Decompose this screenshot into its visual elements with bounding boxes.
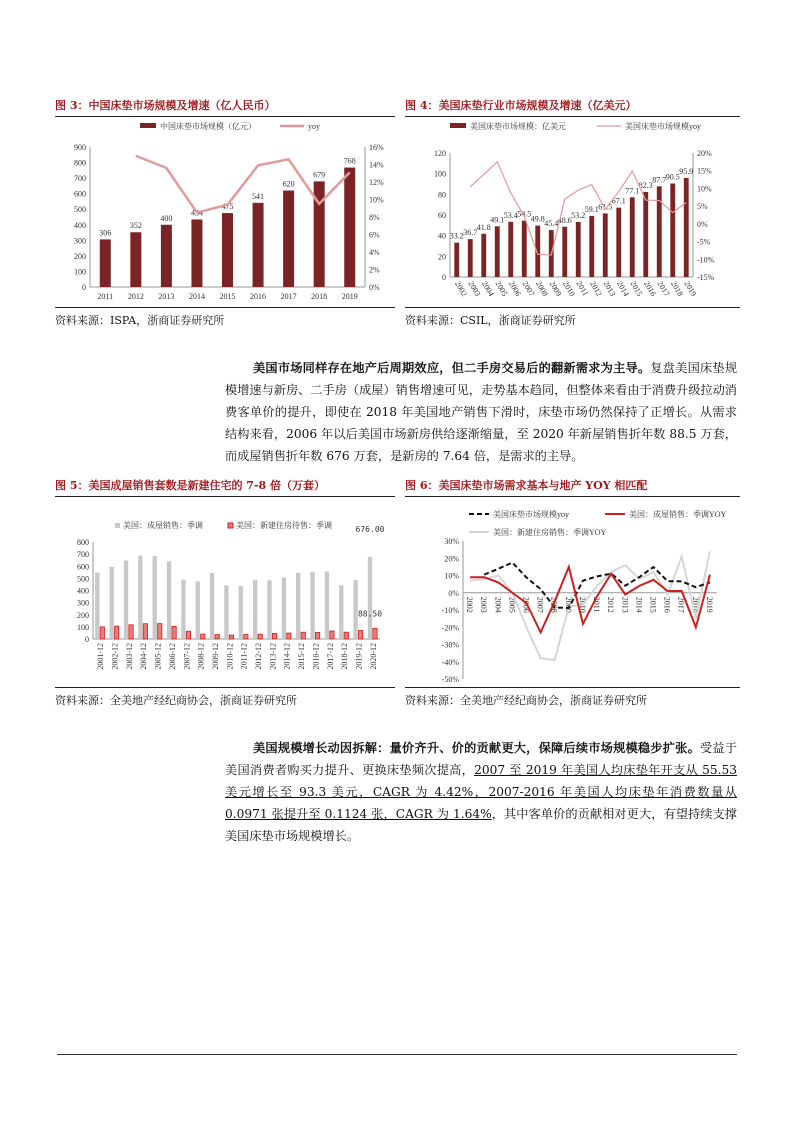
figure-3 [55,97,395,328]
y-tick-label: 120 [434,149,446,158]
data-label: 88.50 [357,609,383,619]
y-tick-label: 700 [74,174,86,184]
data-label: 306 [99,228,112,238]
legend-bar-swatch [450,123,466,128]
x-tick-label: 2013 [158,292,175,301]
x-tick-label: 2018 [669,279,685,298]
x-tick-label: 2003-12 [124,643,134,670]
data-label: 541 [252,191,265,201]
y-tick-label: -10% [441,606,459,615]
x-tick-label: 2002 [465,596,475,613]
legend-label: 美国床垫市场规模yoy [493,510,569,519]
y2-tick-label: -5% [697,237,711,247]
x-tick-label: 2011 [97,292,114,301]
legend-label: 美国床垫市场规模yoy [625,122,701,131]
bar-new [100,627,104,639]
paragraph-2 [225,737,737,847]
x-tick-label: 2015 [628,279,645,298]
x-tick-label: 2015-12 [297,643,307,670]
y2-tick-label: 12% [369,178,384,187]
legend-label: 美国床垫市场规模：亿美元 [470,122,566,131]
legend-swatch [228,523,233,528]
data-label: 36.7 [463,228,478,238]
bar [481,234,486,277]
figure-4 [405,97,740,328]
bar-new [315,632,319,639]
y-tick-label: 0 [85,635,89,644]
x-tick-label: 2014-12 [282,643,292,670]
bar-existing [267,580,271,639]
bar-existing [310,572,314,639]
chart-yoy-compare [405,497,740,687]
legend-label: 美国：新建住房销售：季调YOY [493,528,607,537]
bar [508,222,513,277]
bar [562,227,567,277]
y2-tick-label: 10% [369,195,384,205]
y2-tick-label: 6% [369,230,380,240]
x-tick-label: 2012 [588,279,604,298]
y-tick-label: 900 [74,143,86,152]
y2-tick-label: -15% [697,273,715,282]
y-tick-label: 700 [77,550,89,560]
x-tick-label: 2011 [574,279,591,298]
bar-existing [110,567,114,639]
x-tick-label: 2006 [507,279,523,298]
data-label: 48.6 [557,215,572,225]
y-tick-label: 400 [77,586,89,596]
data-label: 679 [313,170,326,180]
x-tick-label: 2017 [676,596,686,613]
x-tick-label: 2015 [219,292,236,301]
bar-existing [153,556,157,639]
bar-new [143,624,147,639]
x-tick-label: 2005 [507,596,517,613]
x-tick-label: 2003 [479,596,489,613]
y-tick-label: 0% [448,588,459,598]
y-tick-label: 10% [444,571,459,581]
para-bold: 美国市场同样存在地产后周期效应，但二手房交易后的翻新需求为主导。 [253,361,651,375]
x-tick-label: 2016 [642,279,658,298]
y-tick-label: 200 [77,610,89,620]
bar-new [229,635,233,639]
x-tick-label: 2007 [520,279,537,298]
y-tick-label: 600 [77,562,89,572]
x-tick-label: 2011-12 [239,643,249,670]
bar-existing [167,561,171,639]
data-label: 620 [282,179,295,189]
bar-existing [124,560,128,639]
data-label: 87.7 [652,175,667,185]
data-label: 82.3 [638,180,653,190]
bar [191,219,202,287]
x-tick-label: 2020-12 [368,643,378,670]
y2-tick-label: 0% [697,219,708,229]
bar [344,168,355,287]
x-tick-label: 2019 [704,596,714,613]
y-tick-label: 30% [444,537,459,546]
bar [161,225,172,287]
data-label: 95.9 [679,166,694,176]
data-label: 54.5 [517,209,532,219]
x-tick-label: 2004 [480,279,496,298]
x-tick-label: 2009 [547,279,564,298]
data-label: 53.4 [503,210,518,220]
x-tick-label: 2010 [577,596,587,613]
bar-new [258,634,262,639]
bar-existing [339,585,343,639]
figure-source: 资料来源：CSIL，浙商证券研究所 [405,307,740,328]
x-tick-label: 2018-12 [340,643,350,670]
bar-new [330,631,334,639]
y-tick-label: 60 [438,211,446,220]
bar [616,208,621,277]
data-label: 768 [343,156,356,166]
data-label: 676.00 [355,525,385,534]
bar-existing [325,571,329,639]
figure-5 [55,477,395,708]
legend-label: 美国：成屋销售：季调YOY [629,510,727,519]
y-tick-label: 600 [74,189,86,199]
x-tick-label: 2002-12 [110,643,120,670]
y-tick-label: 800 [77,538,89,547]
bar [454,243,459,277]
bar-new [172,626,176,639]
bar-new [201,634,205,639]
data-label: 77.1 [625,186,640,196]
figure-6 [405,477,740,708]
x-tick-label: 2017 [280,292,297,301]
bar-new [129,625,133,639]
data-label: 33.2 [449,231,464,241]
bar [495,226,500,277]
x-tick-label: 2019 [682,279,699,298]
data-label: 434 [190,208,203,218]
x-tick-label: 2012 [127,292,144,301]
x-tick-label: 2006-12 [167,643,177,670]
figure-source: 资料来源：全美地产经纪商协会，浙商证券研究所 [55,687,395,708]
x-tick-label: 2014 [634,596,644,613]
y2-tick-label: 15% [697,166,712,176]
y-tick-label: 500 [77,574,89,584]
data-label: 45.4 [544,219,559,229]
x-tick-label: 2011 [592,596,602,613]
bar-existing [138,556,142,639]
x-tick-label: 2012 [606,596,616,613]
para-text: ，其中客单价的贡献相对更大，有望持续支撑美国床垫市场规模增长。 [225,807,737,843]
bar-new [115,626,119,639]
x-tick-label: 2004-12 [139,643,149,670]
data-label: 41.8 [476,222,491,232]
x-tick-label: 2018 [690,596,700,613]
bar-existing [196,582,200,639]
bar-new [373,628,377,639]
y2-tick-label: 0% [369,283,380,292]
y2-tick-label: 10% [697,184,712,194]
paragraph-1 [225,357,737,467]
y-tick-label: 0 [442,273,446,282]
bar-new [272,633,276,639]
x-tick-label: 2001-12 [96,643,106,670]
series-line [470,551,710,660]
x-tick-label: 2005 [493,279,510,298]
bar [684,178,689,277]
x-tick-label: 2008 [534,279,550,298]
data-label: 61.5 [598,202,613,212]
y-tick-label: 80 [438,190,446,200]
y2-tick-label: 20% [697,149,712,158]
bar [576,222,581,277]
bar-existing [210,573,214,639]
bar [630,197,635,277]
y-tick-label: 20 [438,252,446,262]
x-tick-label: 2018 [311,292,328,301]
para-underlined: 2007 至 2019 年美国人均床垫年开支从 55.53 美元增长至 93.3 美元，CAGR 为 4.42%，2007-2016 年美国人均床垫年消费数量从 0.0971 张提升至 0.1124 张，CAGR 为 1.64% [225,763,738,821]
x-tick-label: 2015 [648,596,658,613]
data-label: 90.5 [665,172,680,182]
x-tick-label: 2005-12 [153,643,163,670]
legend-label: 美国：成屋销售：季调 [123,521,203,530]
y2-tick-label: 14% [369,160,384,170]
legend-label: 美国：新建住房待售：季调 [236,521,332,530]
para-bold: 美国规模增长动因拆解：量价齐升、价的贡献更大，保障后续市场规模稳步扩张。 [253,741,700,755]
bar-existing [181,580,185,639]
x-tick-label: 2013 [620,596,630,613]
data-label: 53.2 [571,211,586,221]
y2-tick-label: 4% [369,248,380,257]
y-tick-label: -50% [441,675,459,684]
y-tick-label: 500 [74,205,86,215]
bar-new [244,635,248,639]
x-tick-label: 2008 [549,596,559,613]
x-tick-label: 2013 [601,279,618,298]
y2-tick-label: 2% [369,265,380,275]
bar-existing [224,585,228,639]
x-tick-label: 2014 [188,292,205,301]
legend-swatch [115,523,120,528]
y-tick-label: 0 [82,283,86,292]
y2-tick-label: -10% [697,255,715,265]
x-tick-label: 2017 [655,279,672,298]
y-tick-label: 100 [434,169,446,179]
x-tick-label: 2006 [521,596,531,613]
bar [253,203,264,287]
x-tick-label: 2019-12 [354,643,364,670]
x-tick-label: 2007 [535,596,545,613]
bar-existing [95,573,99,639]
figure-title: 图 6：美国床垫市场需求基本与地产 YOY 相匹配 [405,477,740,497]
chart-china-mattress [55,117,395,307]
x-tick-label: 2009 [563,596,573,613]
bar-existing [368,557,372,639]
x-tick-label: 2008-12 [196,643,206,670]
x-tick-label: 2012-12 [254,643,264,670]
y2-tick-label: 16% [369,143,384,152]
y2-tick-label: 5% [697,202,708,212]
bar-new [344,632,348,639]
data-label: 67.1 [611,196,626,206]
x-tick-label: 2013-12 [268,643,278,670]
x-tick-label: 2014 [615,279,631,298]
chart-us-mattress [405,117,740,307]
x-tick-label: 2017-12 [325,643,335,670]
x-tick-label: 2016-12 [311,643,321,670]
bar [283,191,294,287]
y-tick-label: 100 [77,622,89,632]
x-tick-label: 2016 [662,596,672,613]
data-label: 59.1 [584,204,599,214]
figure-source: 资料来源：ISPA，浙商证券研究所 [55,307,395,328]
bar [643,192,648,277]
bar-existing [296,573,300,639]
legend-label: 中国床垫市场规模（亿元） [160,122,256,131]
bar [468,239,473,277]
bar-new [358,631,362,639]
y-tick-label: 40 [438,231,446,241]
bar [603,213,608,277]
data-label: 475 [221,202,234,212]
legend-label: yoy [308,122,320,131]
x-tick-label: 2010 [561,279,577,298]
x-tick-label: 2016 [250,292,267,301]
data-label: 400 [160,213,173,223]
footer-rule [57,1054,737,1055]
bar-new [301,632,305,639]
bar [100,239,111,287]
bar-new [186,631,190,639]
bar [130,232,141,287]
data-label: 49.8 [530,214,545,224]
y-tick-label: -20% [441,623,459,633]
bar-existing [253,580,257,639]
x-tick-label: 2003 [466,279,483,298]
figure-title: 图 4：美国床垫行业市场规模及增速（亿美元） [405,97,740,117]
y-tick-label: 200 [74,251,86,261]
bar-new [215,635,219,639]
y-tick-label: 100 [74,267,86,277]
bar-existing [282,578,286,639]
y-tick-label: 300 [77,598,89,608]
x-tick-label: 2004 [493,596,503,613]
bar-new [287,633,291,639]
y-tick-label: 20% [444,554,459,564]
data-label: 352 [129,221,142,231]
y2-tick-label: 8% [369,213,380,222]
figure-source: 资料来源：全美地产经纪商协会，浙商证券研究所 [405,687,740,708]
y-tick-label: 300 [74,236,86,246]
x-tick-label: 2019 [341,292,358,301]
x-tick-label: 2002 [453,279,469,298]
x-tick-label: 2009-12 [210,643,220,670]
bar-new [158,624,162,639]
y-tick-label: 800 [74,158,86,168]
data-label: 49.1 [490,215,505,225]
x-tick-label: 2010-12 [225,643,235,670]
bar [589,216,594,277]
para-text: 复盘美国床垫规模增速与新房、二手房（成屋）销售增速可见，走势基本趋同，但整体来看由于消费升级拉动消费客单价的提升，即使在 2018 年美国地产销售下滑时，床垫市场仍然保持了正增长。从需求结构来看，2006 年以后美国市场新房供给逐渐缩量，至 2020 年新屋销售折年数 88.5 万套，而成屋销售折年数 676 万套，是新房的 7.64 倍，是需求的主导。 [225,361,738,463]
legend-bar-swatch [140,123,156,128]
bar-existing [239,586,243,639]
para-text: 受益于美国消费者购买力提升、更换床垫频次提高， [225,741,738,777]
bar [522,221,527,277]
x-tick-label: 2007-12 [182,643,192,670]
chart-us-home-sales [55,497,395,687]
y-tick-label: 400 [74,220,86,230]
y-tick-label: -40% [441,657,459,667]
figure-title: 图 3：中国床垫市场规模及增速（亿人民币） [55,97,395,117]
bar [670,183,675,277]
bar [222,213,233,287]
figure-title: 图 5：美国成屋销售套数是新建住宅的 7-8 倍（万套） [55,477,395,497]
y-tick-label: -30% [441,640,459,650]
